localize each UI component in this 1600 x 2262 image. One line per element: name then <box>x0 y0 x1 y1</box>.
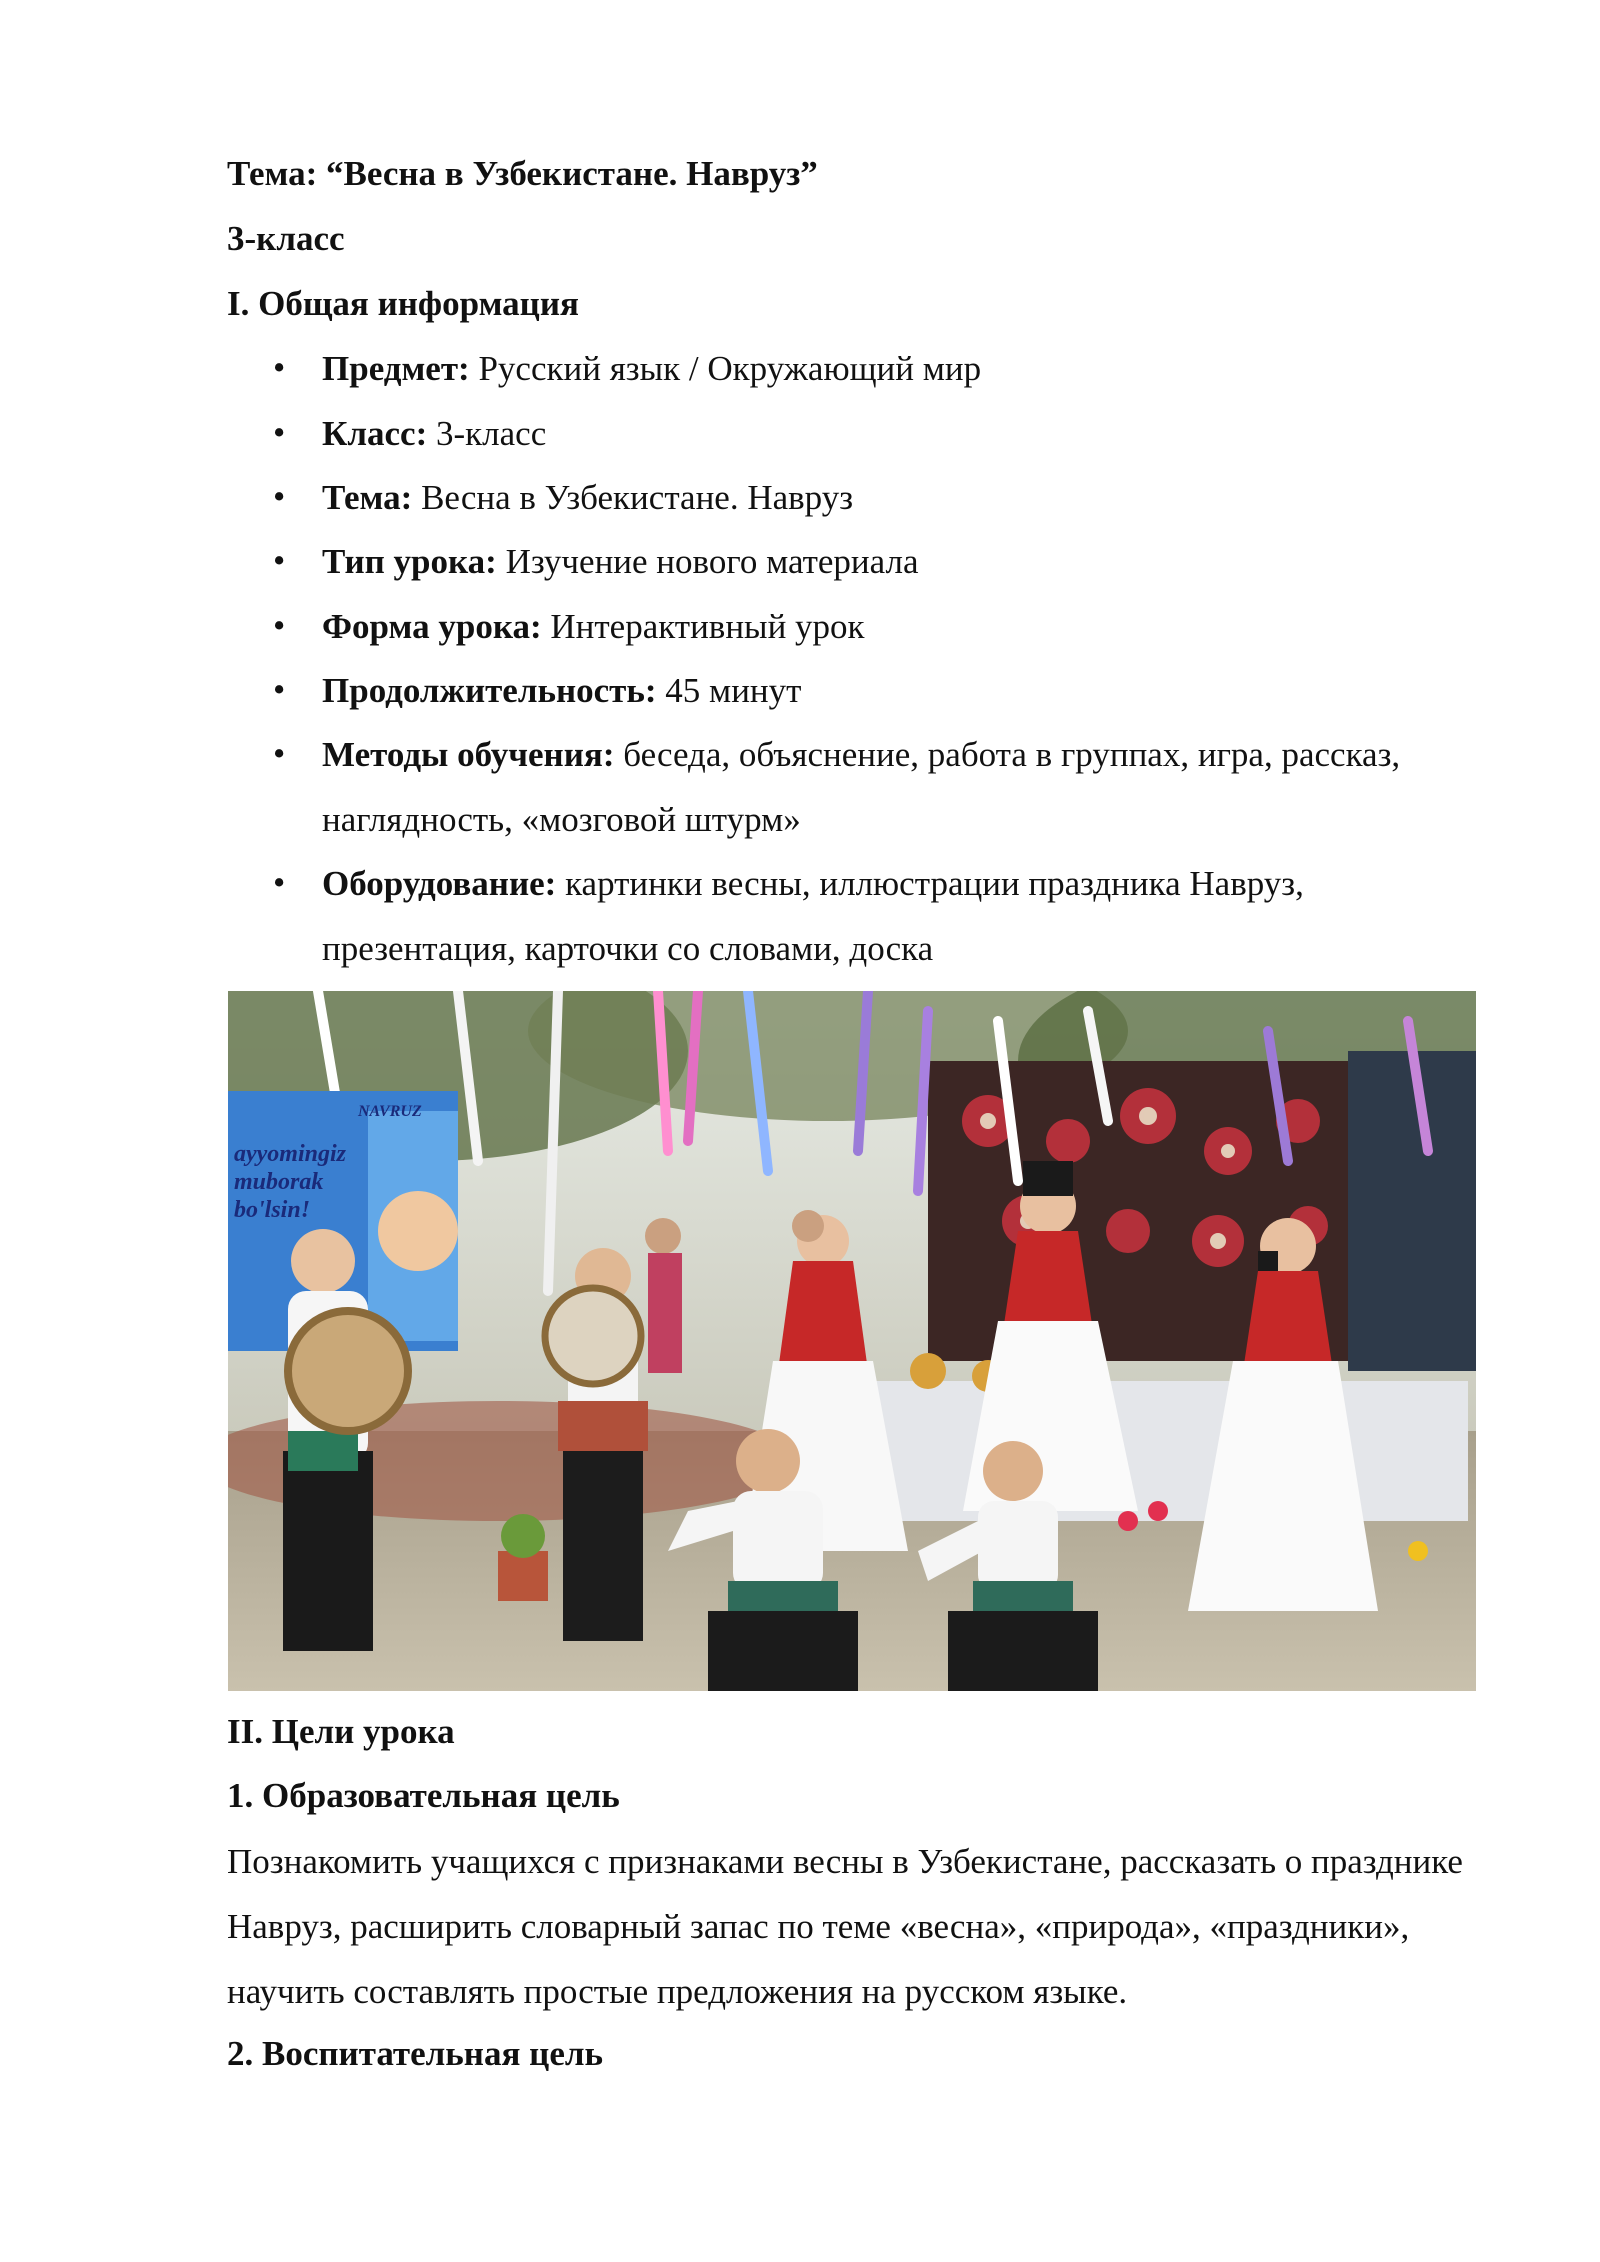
info-key: Тема: <box>322 478 413 517</box>
educational-goal-text: Познакомить учащихся с признаками весны в Узбекистане, рассказать о празднике Навруз, расширить словарный запас по теме «весна», «природа», «праздники», научить составлять простые предложения на русском языке. <box>227 1842 1463 2011</box>
info-value: беседа, объяснение, работа в группах, игра, рассказ, наглядность, «мозговой штурм» <box>322 735 1401 839</box>
info-key: Форма урока: <box>322 607 542 646</box>
bullet-icon: • <box>273 541 286 580</box>
sign-line-2: muborak <box>234 1169 324 1195</box>
info-value: Русский язык / Окружающий мир <box>469 349 982 388</box>
bullet-icon: • <box>273 477 286 516</box>
navruz-celebration-photo <box>228 991 1476 1691</box>
sign-line-1: ayyomingiz <box>234 1141 346 1167</box>
photo-illustration <box>228 991 1476 1691</box>
info-key: Тип урока: <box>322 542 497 581</box>
bullet-icon: • <box>273 348 286 387</box>
info-key: Предмет: <box>322 349 470 388</box>
info-key: Продолжительность: <box>322 671 657 710</box>
lesson-topic-heading: Тема: “Весна в Узбекистане. Навруз” <box>227 154 818 193</box>
info-value: Изучение нового материала <box>496 542 919 581</box>
info-value: Весна в Узбекистане. Навруз <box>412 478 854 517</box>
grade-heading: 3-класс <box>227 219 345 258</box>
sign-top-text: NAVRUZ <box>358 1103 422 1120</box>
info-key: Методы обучения: <box>322 735 615 774</box>
bullet-icon: • <box>273 606 286 645</box>
info-value: Интерактивный урок <box>541 607 865 646</box>
bullet-icon: • <box>273 734 286 773</box>
bullet-icon: • <box>273 863 286 902</box>
info-value: картинки весны, иллюстрации праздника Навруз, презентация, карточки со словами, доска <box>322 864 1304 968</box>
info-value: 45 минут <box>656 671 802 710</box>
info-key: Класс: <box>322 414 428 453</box>
sign-line-3: bo'lsin! <box>234 1197 311 1223</box>
section-general-info-heading: I. Общая информация <box>227 284 579 323</box>
upbringing-goal-heading: 2. Воспитательная цель <box>227 2034 603 2073</box>
info-value: 3-класс <box>427 414 547 453</box>
bullet-icon: • <box>273 413 286 452</box>
educational-goal-heading: 1. Образовательная цель <box>227 1776 620 1815</box>
info-key: Оборудование: <box>322 864 557 903</box>
section-goals-heading: II. Цели урока <box>227 1712 455 1751</box>
bullet-icon: • <box>273 670 286 709</box>
